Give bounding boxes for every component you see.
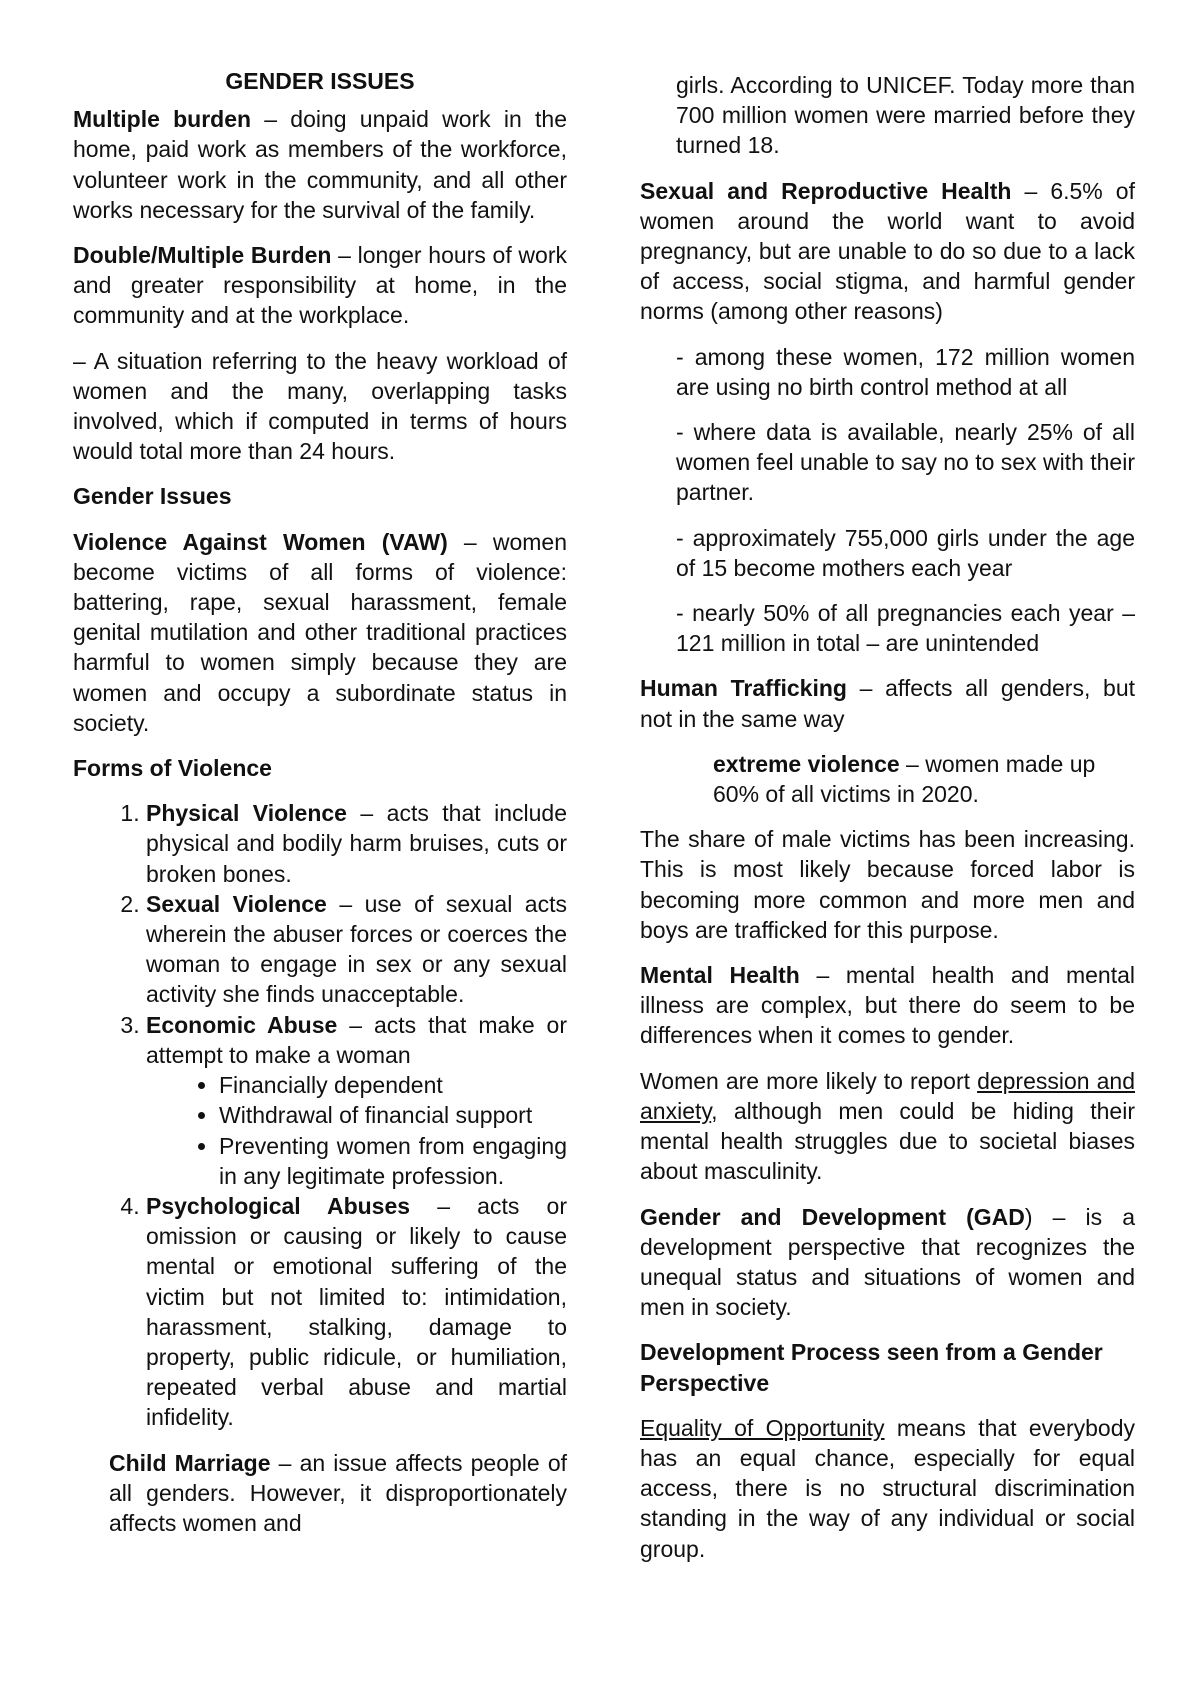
equality-paragraph <box>640 1413 1135 1564</box>
child-marriage-continuation: girls. According to UNICEF. Today more than 700 million women were married before they turned 18. <box>676 72 1135 159</box>
multiple-burden-paragraph <box>73 104 567 225</box>
term-human-trafficking: Human Trafficking <box>640 675 847 702</box>
human-trafficking-text: – affects all genders, but not in the same way <box>640 675 1135 732</box>
equality-of-opportunity-underlined: Equality of Opportunity <box>640 1414 885 1441</box>
term-multiple-burden: Multiple burden <box>73 106 252 133</box>
term-child-marriage: Child Marriage <box>109 1449 271 1476</box>
forms-of-violence-heading: Forms of Violence <box>73 755 272 782</box>
mental-health-text: – mental health and mental illness are complex, but there do seem to be differences when it comes to gender. <box>640 962 1135 1049</box>
list-item-sexual <box>146 889 567 1010</box>
economic-abuse-bullets <box>146 1070 567 1191</box>
male-victims-paragraph: The share of male victims has been increasing. This is most likely because forced labor is becoming more common and more men and boys are trafficked for this purpose. <box>640 826 1135 943</box>
equality-text: means that everybody has an equal chance, especially for equal access, there is no structural discrimination standing in the way of any individual or social group. <box>640 1414 1136 1562</box>
left-column <box>73 66 567 1553</box>
workload-paragraph: – A situation referring to the heavy workload of women and the many, overlapping tasks involved, which if computed in terms of hours would total more than 24 hours. <box>73 347 567 465</box>
double-burden-paragraph <box>73 240 567 331</box>
economic-abuse-text: – acts that make or attempt to make a woman <box>146 1011 567 1068</box>
term-extreme-violence: extreme violence <box>713 750 900 777</box>
human-trafficking-paragraph <box>640 673 1135 733</box>
list-item-psychological <box>146 1191 567 1433</box>
right-column <box>640 70 1135 1579</box>
development-process-heading: Development Process seen from a Gender Perspective <box>640 1339 1103 1396</box>
gad-text: ) – is a development perspective that recognizes the unequal status and situations of women and men in society. <box>640 1203 1135 1321</box>
term-srh: Sexual and Reproductive Health <box>640 177 1012 204</box>
depression-anxiety-underlined: depression and anxiety <box>640 1067 1135 1124</box>
vaw-paragraph <box>73 527 567 738</box>
term-sexual-violence: Sexual Violence <box>146 890 327 917</box>
psychological-abuses-text: – acts or omission or causing or likely to cause mental or emotional suffering of the victim but not limited to: intimidation, harassment, stalking, damage to property, public ridicule, or humiliation, repeated verbal abuse and martial infidelity. <box>146 1192 567 1431</box>
list-item-economic <box>146 1010 567 1191</box>
women-report-paragraph <box>640 1066 1135 1187</box>
extreme-violence-paragraph <box>713 749 1135 809</box>
women-report-text-before: Women are more likely to report <box>640 1067 978 1094</box>
bullet-item: • Preventing women from engaging in any legitimate profession. <box>219 1131 567 1191</box>
multiple-burden-text: – doing unpaid work in the home, paid work as members of the workforce, volunteer work in the community, and all other works necessary for the survival of the family. <box>73 106 567 223</box>
gad-paragraph <box>640 1202 1135 1323</box>
document-title: GENDER ISSUES <box>225 68 415 94</box>
srh-text: – 6.5% of women around the world want to avoid pregnancy, but are unable to do so due to a lack of access, social stigma, and harmful gender norms (among other reasons) <box>640 177 1135 325</box>
srh-paragraph <box>640 176 1135 327</box>
term-physical-violence: Physical Violence <box>146 800 347 827</box>
term-gad: Gender and Development (GAD <box>640 1203 1025 1230</box>
gender-issues-heading: Gender Issues <box>73 483 232 510</box>
srh-point: - nearly 50% of all pregnancies each year – 121 million in total – are unintended <box>676 600 1135 657</box>
physical-violence-text: – acts that include physical and bodily harm bruises, cuts or broken bones. <box>146 800 567 887</box>
term-economic-abuse: Economic Abuse <box>146 1011 338 1038</box>
mental-health-paragraph <box>640 960 1135 1051</box>
srh-point: - among these women, 172 million women are using no birth control method at all <box>676 343 1135 400</box>
term-mental-health: Mental Health <box>640 962 800 989</box>
women-report-text-after: , although men could be hiding their mental health struggles due to societal biases about masculinity. <box>640 1097 1135 1185</box>
child-marriage-text: – an issue affects people of all genders. However, it disproportionately affects women and <box>109 1449 567 1536</box>
double-burden-text: – longer hours of work and greater responsibility at home, in the community and at the workplace. <box>73 242 567 329</box>
vaw-text: – women become victims of all forms of violence: battering, rape, sexual harassment, female genital mutilation and other traditional practices harmful to women simply because they are women and occupy a subordinate status in society. <box>73 528 567 736</box>
term-double-burden: Double/Multiple Burden <box>73 242 332 269</box>
bullet-item: • Financially dependent <box>219 1070 567 1100</box>
sexual-violence-text: – use of sexual acts wherein the abuser forces or coerces the woman to engage in sex or any sexual activity she finds unacceptable. <box>146 890 567 1008</box>
extreme-violence-text: – women made up 60% of all victims in 2020. <box>713 750 1096 808</box>
forms-of-violence-list <box>73 798 567 1432</box>
bullet-item: • Withdrawal of financial support <box>219 1100 567 1130</box>
term-psychological-abuses: Psychological Abuses <box>146 1192 411 1219</box>
srh-point: - where data is available, nearly 25% of all women feel unable to say no to sex with their partner. <box>676 419 1135 506</box>
child-marriage-paragraph <box>109 1448 567 1539</box>
list-item-physical <box>146 798 567 889</box>
srh-point: - approximately 755,000 girls under the age of 15 become mothers each year <box>676 524 1135 581</box>
term-vaw: Violence Against Women (VAW) <box>73 528 448 555</box>
